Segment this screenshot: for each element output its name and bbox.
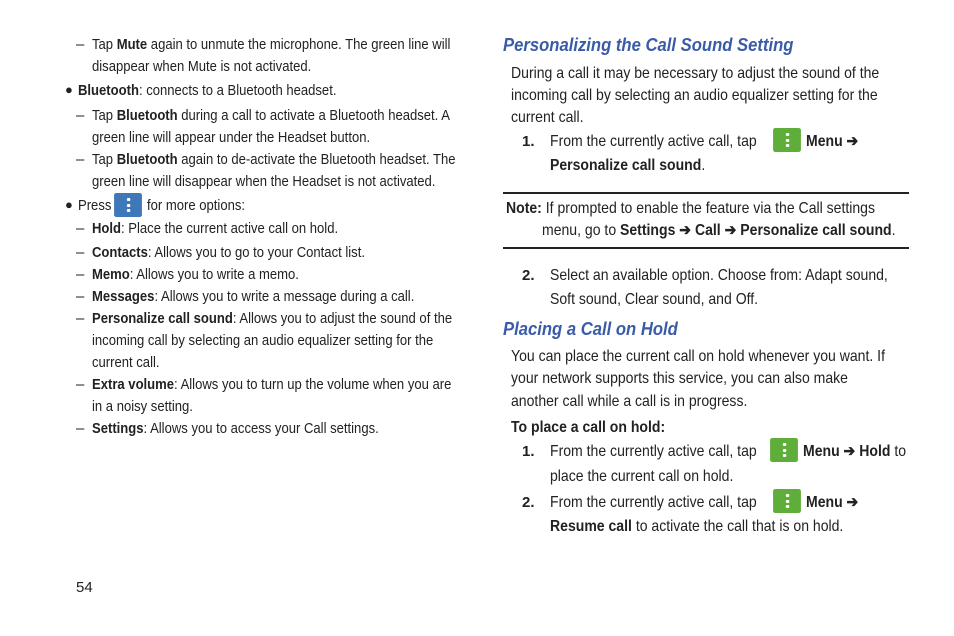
option-extra-volume-2: in a noisy setting. xyxy=(92,398,193,415)
dash-bullet: – xyxy=(76,310,85,327)
section-heading: Placing a Call on Hold xyxy=(503,318,678,339)
section-heading: Personalizing the Call Sound Setting xyxy=(503,34,794,55)
step-text: Select an available option. Choose from: Adapt sound, xyxy=(550,267,888,284)
dash-bullet: – xyxy=(76,266,85,283)
paragraph-line: incoming call by selecting an audio equalizer setting for the xyxy=(511,87,878,104)
paragraph-line: another call while a call is in progress. xyxy=(511,393,748,410)
menu-dots-icon xyxy=(114,193,142,217)
step-text-2: Personalize call sound. xyxy=(550,157,706,174)
dash-bullet: – xyxy=(76,420,85,437)
paragraph-line: current call. xyxy=(511,109,584,126)
option-memo: Memo: Allows you to write a memo. xyxy=(92,266,299,283)
press-line-after: for more options: xyxy=(147,197,246,214)
option-personalize-1: Personalize call sound: Allows you to adjust the sound of the xyxy=(92,310,453,327)
bluetooth-line: Bluetooth: connects to a Bluetooth headset. xyxy=(78,82,337,99)
page-number: 54 xyxy=(76,579,93,596)
step-number: 2. xyxy=(522,494,535,511)
dash-bullet: – xyxy=(76,151,85,168)
step-number: 2. xyxy=(522,267,535,284)
subheading: To place a call on hold: xyxy=(511,419,666,436)
option-extra-volume-1: Extra volume: Allows you to turn up the volume when you are xyxy=(92,376,452,393)
dash-bullet: – xyxy=(76,376,85,393)
note-line-1: Note: If prompted to enable the feature via the Call settings xyxy=(506,200,875,217)
step-menu-path: Menu ➔ xyxy=(806,133,859,150)
note-top-rule xyxy=(503,192,909,194)
option-messages: Messages: Allows you to write a message during a call. xyxy=(92,288,415,305)
step-number: 1. xyxy=(522,443,535,460)
option-settings: Settings: Allows you to access your Call settings. xyxy=(92,420,379,437)
option-hold: Hold: Place the current active call on hold. xyxy=(92,220,339,237)
paragraph-line: your network supports this service, you can also make xyxy=(511,370,848,387)
step-text: From the currently active call, tap xyxy=(550,443,757,460)
step-number: 1. xyxy=(522,133,535,150)
step-menu-path: Menu ➔ xyxy=(806,494,859,511)
dash-bullet: – xyxy=(76,36,85,53)
paragraph-line: You can place the current call on hold whenever you want. If xyxy=(511,348,885,365)
bt-off-line-1: Tap Bluetooth again to de-activate the Bluetooth headset. The xyxy=(92,151,456,168)
menu-dots-icon xyxy=(770,438,798,462)
step-text: From the currently active call, tap xyxy=(550,133,757,150)
mute-line-2: disappear when Mute is not activated. xyxy=(92,58,312,75)
step-menu-path: Menu ➔ Hold to xyxy=(803,443,907,460)
bt-off-line-2: green line will disappear when the Headset is not activated. xyxy=(92,173,436,190)
note-line-2: menu, go to Settings ➔ Call ➔ Personalize call sound. xyxy=(542,222,896,239)
step-text: From the currently active call, tap xyxy=(550,494,757,511)
round-bullet: ● xyxy=(65,197,73,212)
menu-dots-icon xyxy=(773,489,801,513)
bt-on-line-2: green line will appear under the Headset button. xyxy=(92,129,371,146)
step-text-2: Soft sound, Clear sound, and Off. xyxy=(550,291,759,308)
dash-bullet: – xyxy=(76,244,85,261)
step-text-2: place the current call on hold. xyxy=(550,468,734,485)
mute-line-1: Tap Mute again to unmute the microphone. The green line will xyxy=(92,36,451,53)
dash-bullet: – xyxy=(76,107,85,124)
step-text-2: Resume call to activate the call that is on hold. xyxy=(550,518,844,535)
paragraph-line: During a call it may be necessary to adjust the sound of the xyxy=(511,65,880,82)
menu-dots-icon xyxy=(773,128,801,152)
dash-bullet: – xyxy=(76,288,85,305)
option-personalize-3: current call. xyxy=(92,354,160,371)
round-bullet: ● xyxy=(65,82,73,97)
option-contacts: Contacts: Allows you to go to your Contact list. xyxy=(92,244,365,261)
press-line: Press xyxy=(78,197,112,214)
dash-bullet: – xyxy=(76,220,85,237)
bt-on-line-1: Tap Bluetooth during a call to activate a Bluetooth headset. A xyxy=(92,107,450,124)
note-bottom-rule xyxy=(503,247,909,249)
option-personalize-2: incoming call by selecting an audio equalizer setting for the xyxy=(92,332,434,349)
